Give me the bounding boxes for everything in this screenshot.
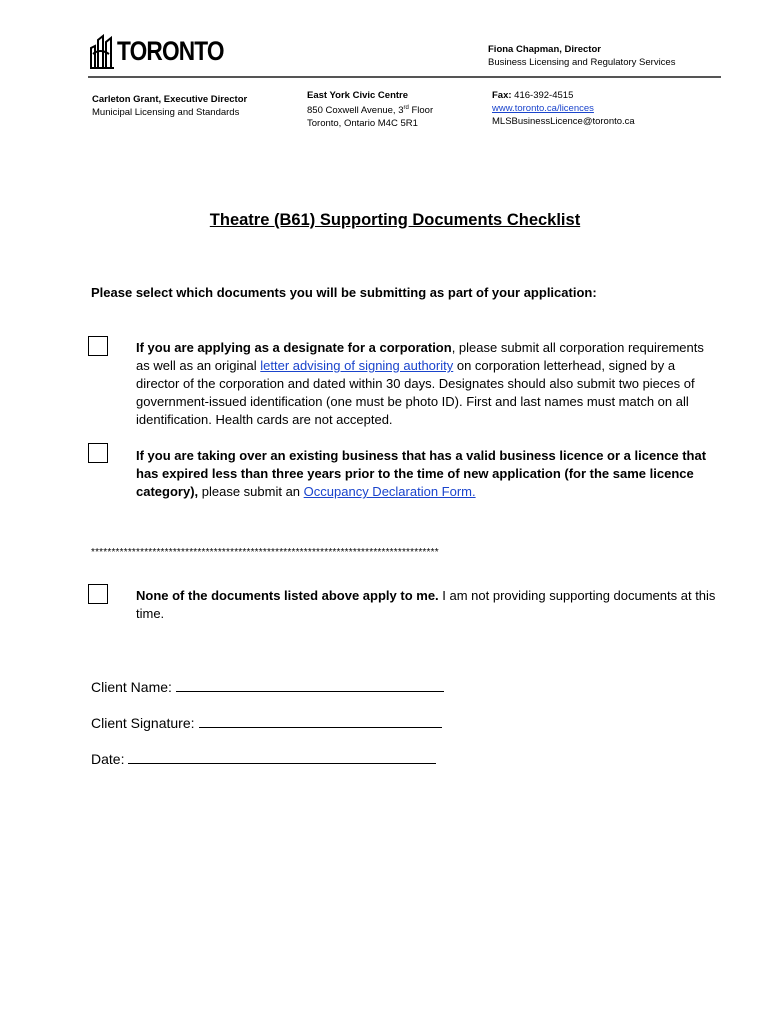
client-signature-field [91,713,442,731]
office-city: Toronto, Ontario M4C 5R1 [307,118,418,130]
toronto-logo [90,34,224,70]
address-block [307,89,433,130]
website-link[interactable]: www.toronto.ca/licences [492,103,594,114]
signing-authority-link[interactable]: letter advising of signing authority [260,358,454,373]
item-existing-business: If you are taking over an existing business that has a valid business licence or a licence that has expired less than three years prior to the time of new application (for the same licence category), please submit an Occupancy Declaration Form. [136,448,707,499]
date-label: Date: [91,751,125,767]
date-field [91,749,436,767]
item-none-apply: None of the documents listed above apply to me. I am not providing supporting documents at this time. [136,588,716,621]
date-input[interactable] [128,749,436,764]
contact-block [492,89,635,128]
page-title: Theatre (B61) Supporting Documents Checklist [209,211,581,229]
occupancy-declaration-link[interactable]: Occupancy Declaration Form. [303,484,476,499]
fax-value: 416-392-4515 [511,90,574,101]
client-name-field [91,677,444,695]
separator-asterisks: ************************************************************************************* [91,547,439,558]
executive-block [92,93,247,119]
checkbox-none-apply[interactable] [88,584,108,604]
item-designate-corporation: If you are applying as a designate for a corporation, please submit all corporation requirements as well as an original letter advising of signing authority on corporation letterhead, signed by a director of the corporation and dated within 30 days. Designates should also submit two pieces of government-issued identification (one must be photo ID). First and last names must match on all identification. Health cards are not accepted. [136,340,704,427]
executive-name: Carleton Grant, Executive Director [92,94,248,105]
email-address: MLSBusinessLicence@toronto.ca [492,116,635,127]
fax-label: Fax: [492,90,512,101]
logo-wordmark: TORONTO [117,36,224,66]
client-signature-label: Client Signature: [91,715,195,731]
director-department: Business Licensing and Regulatory Services [488,57,676,68]
client-name-input[interactable] [176,677,444,692]
executive-department: Municipal Licensing and Standards [92,107,240,118]
office-name: East York Civic Centre [307,90,409,101]
checkbox-designate-corporation[interactable] [88,336,108,356]
header-divider [88,76,721,78]
client-signature-input[interactable] [199,713,442,728]
instruction-text: Please select which documents you will be submitting as part of your application: [91,285,597,300]
office-street: 850 Coxwell Avenue, 3rd Floor [307,105,434,117]
director-block [488,43,675,69]
director-name: Fiona Chapman, Director [488,44,601,55]
checkbox-existing-business[interactable] [88,443,108,463]
client-name-label: Client Name: [91,679,172,695]
fax-line [492,89,635,102]
